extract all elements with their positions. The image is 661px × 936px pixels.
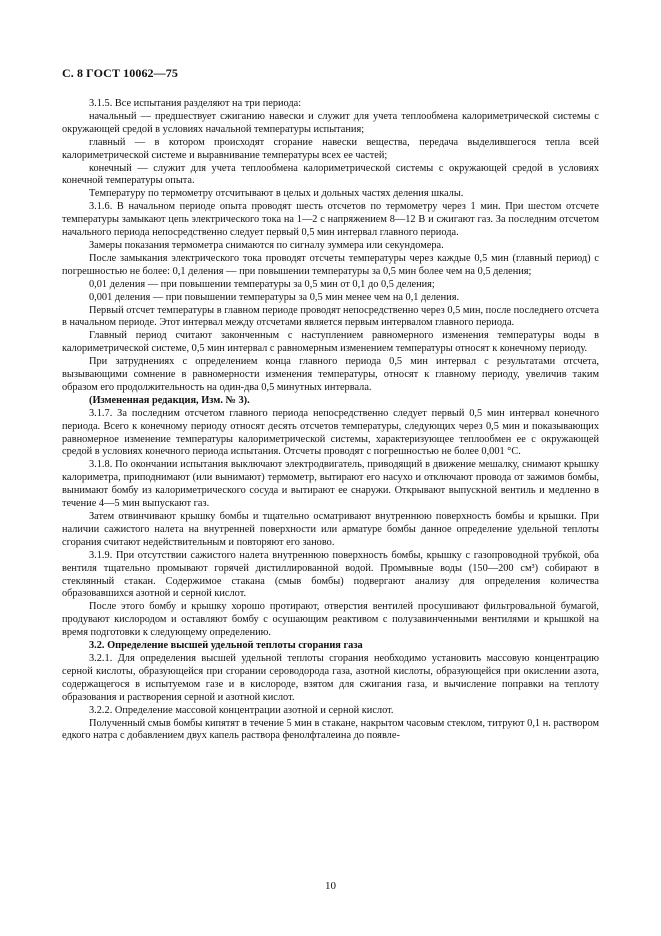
paragraph: Температуру по термометру отсчитывают в целых и дольных частях деления шкалы. xyxy=(89,188,464,200)
page-header: С. 8 ГОСТ 10062—75 xyxy=(62,66,178,80)
paragraph: Первый отсчет температуры в главном периоде проводят непосредственно через 0,5 мин, после последнего отсчета в начальном периоде. Этот интервал между отсчетами является первым интервалом главного периода. xyxy=(62,304,599,329)
document-body xyxy=(62,98,599,743)
paragraph: Затем отвинчивают крышку бомбы и тщательно осматривают внутреннюю поверхность бомбы и крышки. При наличии сажистого налета на внутренней поверхности или арматуре бомбы данное определение удельной теплоты сгорания считают недействительным и повторяют его заново. xyxy=(62,511,599,548)
paragraph: главный — в котором происходят сгорание навески вещества, передача выделившегося тепла всей калориметрической системе и выравнивание температуры всех ее частей; xyxy=(62,136,599,161)
paragraph: Полученный смыв бомбы кипятят в течение 5 мин в стакане, накрытом часовым стеклом, титруют 0,1 н. раствором едкого натра с добавлением двух капель раствора фенолфталеина до появле- xyxy=(62,717,599,742)
paragraph: Главный период считают законченным с наступлением равномерного изменения температуры воды в калориметрической системе, 0,5 мин интервал с равномерным изменением температуры относят к конечному периоду. xyxy=(62,330,599,355)
paragraph: 3.1.8. По окончании испытания выключают электродвигатель, приводящий в движение мешалку, снимают крышку калориметра, приподнимают (или вынимают) термометр, вытирают его насухо и отключают провода от зажимов бомбы, вынимают бомбу из калориметрического сосуда и вытирают ее снаружи. Открывают выпускной вентиль и медленно в течение 4—5 мин выпускают газ. xyxy=(62,459,599,510)
page-number: 10 xyxy=(325,880,336,892)
paragraph: После этого бомбу и крышку хорошо протирают, отверстия вентилей просушивают фильтровальной бумагой, продувают кислородом и оставляют бомбу с осушающим реактивом с полузавинченными вентилями и крышкой на время подготовки к следующему определению. xyxy=(62,601,599,639)
paragraph: конечный — служит для учета теплообмена калориметрической системы с окружающей средой в условиях конечной температуры опыта. xyxy=(62,162,599,187)
paragraph: 3.1.9. При отсутствии сажистого налета внутреннюю поверхность бомбы, крышку с газопроводной трубкой, оба вентиля тщательно промывают горячей дистиллированной водой. Промывные воды (150—200 см³) собирают в стеклянный стакан. Содержимое стакана (смыв бомбы) подвергают анализу для определения количества образовавшихся азотной и серной кислот. xyxy=(62,549,599,600)
paragraph: При затруднениях с определением конца главного периода 0,5 мин интервал с результатами отсчета, вызывающими сомнение в равномерности изменения температуры, относят к главному периоду, увеличив таким образом его продолжительность на один-два 0,5 минутных интервала. xyxy=(62,356,599,393)
paragraph: 3.1.6. В начальном периоде опыта проводят шесть отсчетов по термометру через 1 мин. При шестом отсчете температуры замыкают цепь электрического тока на 1—2 с напряжением 8—12 В и сжигают газ. За последним отсчетом начального периода непосредственно следует первый 0,5 мин интервал главного периода. xyxy=(62,201,599,239)
section-heading: 3.2. Определение высшей удельной теплоты сгорания газа xyxy=(89,640,363,652)
paragraph: После замыкания электрического тока проводят отсчеты температуры через каждые 0,5 мин (главный период) с погрешностью не более: 0,1 деления — при повышении температуры за 0,5 мин более чем на 0,5 деления; xyxy=(62,252,599,277)
paragraph: 3.1.5. Все испытания разделяют на три периода: xyxy=(89,98,302,109)
paragraph: 0,001 деления — при повышении температуры за 0,5 мин менее чем на 0,1 деления. xyxy=(89,291,460,303)
paragraph: начальный — предшествует сжиганию навески и служит для учета теплообмена калориметрической системы с окружающей средой в условиях начальной температуры испытания; xyxy=(62,110,599,135)
paragraph: 3.2.1. Для определения высшей удельной теплоты сгорания необходимо установить массовую концентрацию серной кислоты, образующейся при сгорании сероводорода газа, азотной кислоты, образующейся при окислении азота, содержащегося в испытуемом газе и в кислороде, взятом для сжигания газа, и вычисление поправки на теплоту образования и растворения серной и азотной кислот. xyxy=(62,652,599,703)
paragraph: 3.2.2. Определение массовой концентрации азотной и серной кислот. xyxy=(89,704,394,716)
paragraph: 0,01 деления — при повышении температуры за 0,5 мин от 0,1 до 0,5 деления; xyxy=(89,278,435,290)
paragraph: 3.1.7. За последним отсчетом главного периода непосредственно следует первый 0,5 мин интервал конечного периода. Всего к конечному периоду относят десять отсчетов температуры, следующих через 0,5 мин и показывающих равномерное изменение температуры калориметрической системы, характеризующее теплообмен ее с окружающей средой в условиях конечного периода испытания. Отсчеты проводят с погрешностью не более 0,001 °С. xyxy=(62,407,599,458)
paragraph: Замеры показания термометра снимаются по сигналу зуммера или секундомера. xyxy=(89,239,444,251)
section-heading: (Измененная редакция, Изм. № 3). xyxy=(89,394,250,406)
